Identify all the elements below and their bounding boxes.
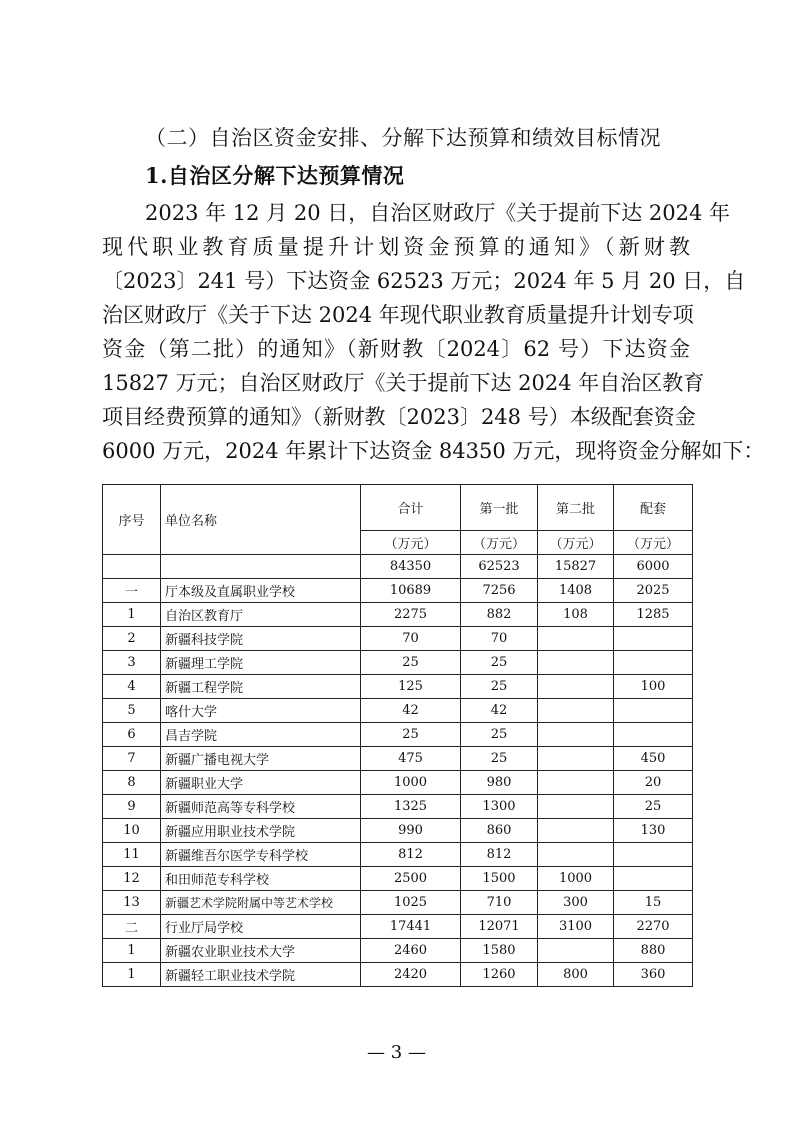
row-batch1: 70 xyxy=(461,627,538,651)
table-row xyxy=(103,843,693,867)
row-match: 1285 xyxy=(614,603,693,627)
unit-label: （万元） xyxy=(614,531,693,555)
row-match: 130 xyxy=(614,819,693,843)
paragraph-line: 2023 年 12 月 20 日，自治区财政厅《关于提前下达 2024 年 xyxy=(145,201,731,225)
table-row xyxy=(103,723,693,747)
row-seq: 6 xyxy=(103,723,161,747)
row-batch2 xyxy=(538,939,614,963)
row-seq: 5 xyxy=(103,699,161,723)
row-seq: 1 xyxy=(103,963,161,987)
budget-table xyxy=(102,484,693,987)
section-total: 17441 xyxy=(361,915,461,939)
row-batch1: 42 xyxy=(461,699,538,723)
paragraph-line: 资金（第二批）的通知》（新财教〔2024〕62 号）下达资金 xyxy=(102,337,690,361)
row-total: 25 xyxy=(361,723,461,747)
table-row xyxy=(103,891,693,915)
row-batch2 xyxy=(538,675,614,699)
row-batch2 xyxy=(538,747,614,771)
row-batch1: 1500 xyxy=(461,867,538,891)
row-batch1: 25 xyxy=(461,675,538,699)
row-seq: 7 xyxy=(103,747,161,771)
row-match: 880 xyxy=(614,939,693,963)
table-cell xyxy=(103,555,161,579)
row-match: 360 xyxy=(614,963,693,987)
row-batch2 xyxy=(538,843,614,867)
row-seq: 4 xyxy=(103,675,161,699)
section-seq: 一 xyxy=(103,579,161,603)
row-unit-name: 新疆师范高等专科学校 xyxy=(161,795,361,819)
paragraph-line: 15827 万元；自治区财政厅《关于提前下达 2024 年自治区教育 xyxy=(102,371,705,395)
paragraph-line: 项目经费预算的通知》（新财教〔2023〕248 号）本级配套资金 xyxy=(102,405,696,429)
row-unit-name: 新疆理工学院 xyxy=(161,651,361,675)
row-batch2 xyxy=(538,819,614,843)
row-unit-name: 新疆科技学院 xyxy=(161,627,361,651)
subsection-heading: 1.自治区分解下达预算情况 xyxy=(145,163,405,188)
row-total: 70 xyxy=(361,627,461,651)
section-batch1: 7256 xyxy=(461,579,538,603)
unit-label: （万元） xyxy=(538,531,614,555)
row-total: 2275 xyxy=(361,603,461,627)
paragraph-line: 治区财政厅《关于下达 2024 年现代职业教育质量提升计划专项 xyxy=(102,303,694,327)
row-unit-name: 新疆轻工职业技术学院 xyxy=(161,963,361,987)
header-batch2: 第二批 xyxy=(538,485,614,531)
row-batch2 xyxy=(538,723,614,747)
grand-total-row xyxy=(103,555,693,579)
section-batch1: 12071 xyxy=(461,915,538,939)
row-match: 15 xyxy=(614,891,693,915)
section-batch2: 3100 xyxy=(538,915,614,939)
table-row xyxy=(103,963,693,987)
row-total: 1000 xyxy=(361,771,461,795)
unit-label: （万元） xyxy=(461,531,538,555)
row-total: 42 xyxy=(361,699,461,723)
header-match: 配套 xyxy=(614,485,693,531)
row-batch1: 710 xyxy=(461,891,538,915)
row-match xyxy=(614,723,693,747)
header-unit: 单位名称 xyxy=(161,485,361,555)
row-unit-name: 自治区教育厅 xyxy=(161,603,361,627)
row-seq: 12 xyxy=(103,867,161,891)
row-seq: 2 xyxy=(103,627,161,651)
row-total: 2420 xyxy=(361,963,461,987)
row-batch1: 25 xyxy=(461,651,538,675)
paragraph-line: 〔2023〕241 号）下达资金 62523 万元；2024 年 5 月 20 日，自 xyxy=(102,269,746,293)
row-seq: 3 xyxy=(103,651,161,675)
row-unit-name: 新疆艺术学院附属中等艺术学校 xyxy=(161,891,361,915)
row-unit-name: 新疆工程学院 xyxy=(161,675,361,699)
row-match xyxy=(614,651,693,675)
row-total: 125 xyxy=(361,675,461,699)
row-unit-name: 新疆农业职业技术大学 xyxy=(161,939,361,963)
row-batch2 xyxy=(538,771,614,795)
table-row xyxy=(103,627,693,651)
unit-label: （万元） xyxy=(361,531,461,555)
grand-total-cell: 6000 xyxy=(614,555,693,579)
table-row xyxy=(103,747,693,771)
row-match xyxy=(614,699,693,723)
row-unit-name: 喀什大学 xyxy=(161,699,361,723)
section-name: 厅本级及直属职业学校 xyxy=(161,579,361,603)
row-batch1: 25 xyxy=(461,747,538,771)
table-row xyxy=(103,867,693,891)
table-cell xyxy=(161,555,361,579)
grand-total-cell: 84350 xyxy=(361,555,461,579)
row-unit-name: 新疆应用职业技术学院 xyxy=(161,819,361,843)
row-batch2 xyxy=(538,627,614,651)
section-match: 2270 xyxy=(614,915,693,939)
row-total: 1025 xyxy=(361,891,461,915)
row-total: 2460 xyxy=(361,939,461,963)
row-batch1: 812 xyxy=(461,843,538,867)
section-name: 行业厅局学校 xyxy=(161,915,361,939)
row-seq: 11 xyxy=(103,843,161,867)
row-batch2: 1000 xyxy=(538,867,614,891)
paragraph-line: 现代职业教育质量提升计划资金预算的通知》（新财教 xyxy=(102,235,690,259)
section-match: 2025 xyxy=(614,579,693,603)
row-batch1: 1580 xyxy=(461,939,538,963)
table-row xyxy=(103,651,693,675)
row-total: 475 xyxy=(361,747,461,771)
header-total: 合计 xyxy=(361,485,461,531)
row-batch1: 1260 xyxy=(461,963,538,987)
row-seq: 9 xyxy=(103,795,161,819)
row-batch1: 980 xyxy=(461,771,538,795)
row-unit-name: 新疆广播电视大学 xyxy=(161,747,361,771)
section-row xyxy=(103,579,693,603)
row-batch2 xyxy=(538,795,614,819)
row-batch2: 300 xyxy=(538,891,614,915)
row-unit-name: 昌吉学院 xyxy=(161,723,361,747)
table-row xyxy=(103,795,693,819)
row-seq: 1 xyxy=(103,603,161,627)
row-match xyxy=(614,843,693,867)
row-unit-name: 和田师范专科学校 xyxy=(161,867,361,891)
row-batch1: 860 xyxy=(461,819,538,843)
table-row xyxy=(103,699,693,723)
row-total: 990 xyxy=(361,819,461,843)
row-match: 450 xyxy=(614,747,693,771)
table-row xyxy=(103,603,693,627)
table-row xyxy=(103,675,693,699)
header-batch1: 第一批 xyxy=(461,485,538,531)
paragraph-line: 6000 万元，2024 年累计下达资金 84350 万元，现将资金分解如下： xyxy=(102,439,765,463)
row-match: 25 xyxy=(614,795,693,819)
header-seq: 序号 xyxy=(103,485,161,555)
section-seq: 二 xyxy=(103,915,161,939)
table-row xyxy=(103,939,693,963)
table-row xyxy=(103,771,693,795)
row-total: 812 xyxy=(361,843,461,867)
row-batch1: 25 xyxy=(461,723,538,747)
row-total: 25 xyxy=(361,651,461,675)
row-total: 1325 xyxy=(361,795,461,819)
row-match: 100 xyxy=(614,675,693,699)
row-batch1: 1300 xyxy=(461,795,538,819)
row-seq: 8 xyxy=(103,771,161,795)
section-total: 10689 xyxy=(361,579,461,603)
row-batch1: 882 xyxy=(461,603,538,627)
section-batch2: 1408 xyxy=(538,579,614,603)
section-heading: （二）自治区资金安排、分解下达预算和绩效目标情况 xyxy=(145,126,661,150)
row-batch2 xyxy=(538,699,614,723)
table-row xyxy=(103,819,693,843)
row-match xyxy=(614,627,693,651)
row-seq: 10 xyxy=(103,819,161,843)
grand-total-cell: 15827 xyxy=(538,555,614,579)
row-batch2: 800 xyxy=(538,963,614,987)
row-match: 20 xyxy=(614,771,693,795)
row-batch2 xyxy=(538,651,614,675)
row-unit-name: 新疆职业大学 xyxy=(161,771,361,795)
row-match xyxy=(614,867,693,891)
row-seq: 1 xyxy=(103,939,161,963)
section-row xyxy=(103,915,693,939)
row-unit-name: 新疆维吾尔医学专科学校 xyxy=(161,843,361,867)
row-total: 2500 xyxy=(361,867,461,891)
grand-total-cell: 62523 xyxy=(461,555,538,579)
row-batch2: 108 xyxy=(538,603,614,627)
page-number: — 3 — xyxy=(367,1042,426,1063)
row-seq: 13 xyxy=(103,891,161,915)
table-body xyxy=(103,555,693,987)
